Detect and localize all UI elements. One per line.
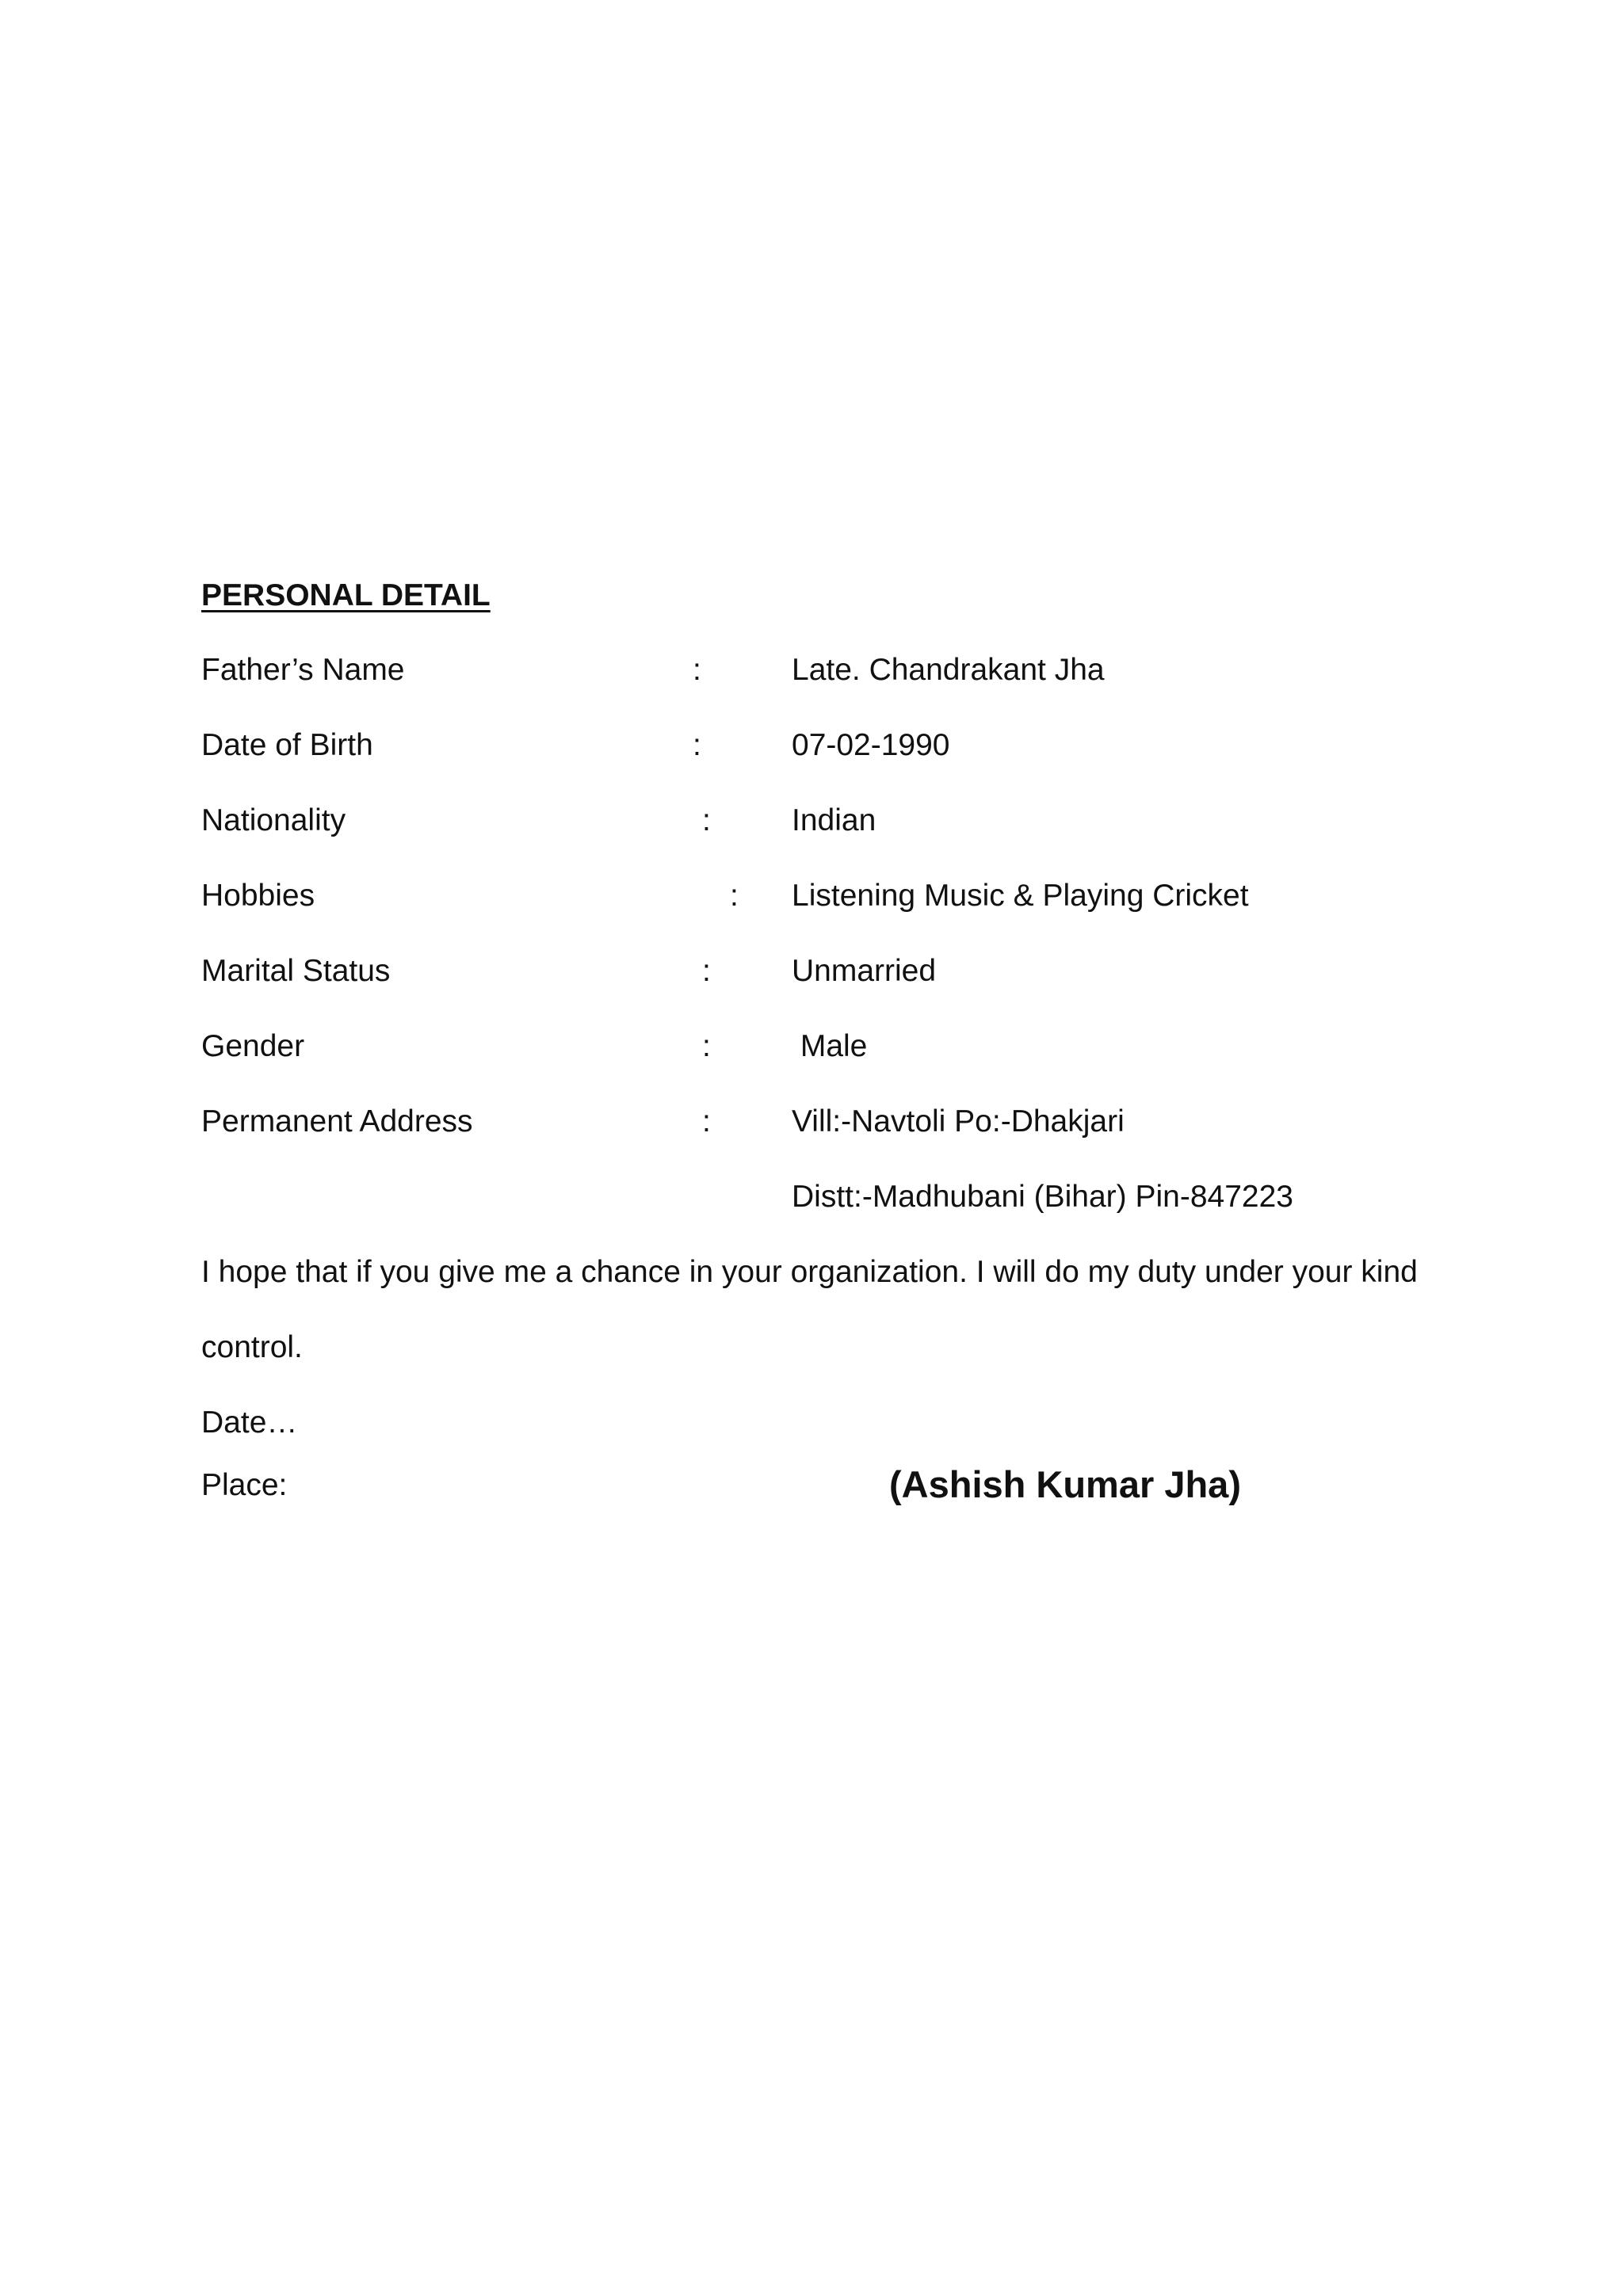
- declaration-line-2: control.: [201, 1330, 303, 1364]
- detail-row-hobbies: [0, 874, 1623, 918]
- detail-row-nationality: [0, 799, 1623, 843]
- place-label: Place:: [201, 1468, 288, 1502]
- detail-value: Listening Music & Playing Cricket: [792, 879, 1249, 913]
- detail-label: Date of Birth: [201, 728, 373, 762]
- signature-name: (Ashish Kumar Jha): [889, 1463, 1241, 1505]
- detail-label: Gender: [201, 1029, 305, 1063]
- detail-label: Marital Status: [201, 954, 391, 988]
- detail-colon: :: [730, 879, 739, 913]
- declaration-line-1: I hope that if you give me a chance in your organization. I will do my duty under your kind: [201, 1255, 1418, 1289]
- detail-colon: :: [702, 803, 711, 837]
- detail-colon: :: [702, 1029, 711, 1063]
- date-label: Date…: [201, 1405, 298, 1440]
- detail-row-date-of-birth: [0, 723, 1623, 768]
- detail-label: Hobbies: [201, 879, 315, 913]
- detail-row-fathers-name: [0, 648, 1623, 692]
- detail-value: Late. Chandrakant Jha: [792, 653, 1105, 687]
- detail-value: Unmarried: [792, 954, 937, 988]
- detail-row-gender: [0, 1024, 1623, 1069]
- detail-colon: :: [702, 1104, 711, 1138]
- detail-value: Vill:-Navtoli Po:-Dhakjari: [792, 1104, 1125, 1138]
- detail-row-permanent-address: [0, 1100, 1623, 1144]
- section-heading: PERSONAL DETAIL: [201, 578, 491, 612]
- detail-row-marital-status: [0, 949, 1623, 994]
- detail-colon: :: [693, 728, 701, 762]
- detail-label: Nationality: [201, 803, 346, 837]
- detail-value: Male: [792, 1029, 868, 1063]
- address-line-2: Distt:-Madhubani (Bihar) Pin-847223: [792, 1180, 1293, 1214]
- detail-value: Indian: [792, 803, 876, 837]
- address-continuation-row: [0, 1175, 1623, 1219]
- detail-label: Permanent Address: [201, 1104, 473, 1138]
- detail-colon: :: [702, 954, 711, 988]
- detail-label: Father’s Name: [201, 653, 405, 687]
- detail-colon: :: [693, 653, 701, 687]
- detail-value: 07-02-1990: [792, 728, 950, 762]
